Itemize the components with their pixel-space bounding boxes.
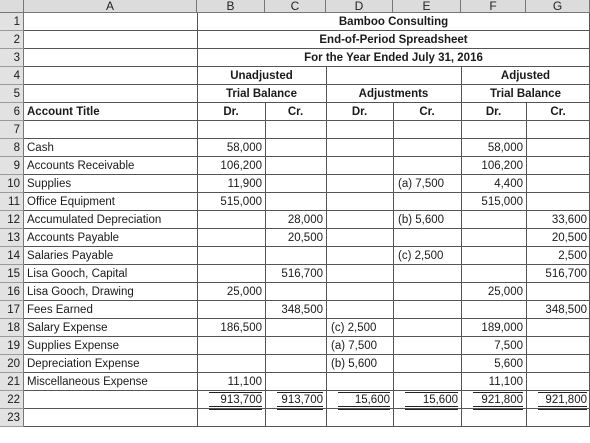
total-cell[interactable]: 15,600: [354, 394, 390, 406]
amount-cell[interactable]: 20,500: [551, 232, 587, 244]
amount-cell[interactable]: 2,500: [558, 250, 587, 262]
row-header-18[interactable]: 18: [0, 319, 24, 337]
amount-cell[interactable]: 20,500: [287, 232, 323, 244]
row-header-12[interactable]: 12: [0, 211, 24, 229]
amount-cell[interactable]: 186,500: [220, 322, 262, 334]
row-header-14[interactable]: 14: [0, 247, 24, 265]
account-title-cell[interactable]: Cash: [27, 142, 54, 154]
amount-cell[interactable]: [393, 319, 461, 337]
row-header-17[interactable]: 17: [0, 301, 24, 319]
amount-cell[interactable]: [265, 247, 326, 265]
account-title-cell[interactable]: Salaries Payable: [27, 250, 114, 262]
column-header-g[interactable]: G: [526, 0, 590, 13]
amount-cell[interactable]: [393, 301, 461, 319]
company-name[interactable]: Bamboo Consulting: [338, 16, 449, 28]
column-dr-heading[interactable]: Dr.: [223, 106, 239, 118]
amount-cell[interactable]: [326, 193, 393, 211]
row-header-13[interactable]: 13: [0, 229, 24, 247]
amount-cell[interactable]: 28,000: [287, 214, 323, 226]
amount-cell[interactable]: [393, 265, 461, 283]
amount-cell[interactable]: 189,000: [481, 322, 523, 334]
amount-cell[interactable]: 516,700: [545, 268, 587, 280]
amount-cell[interactable]: [393, 157, 461, 175]
account-title-cell[interactable]: Lisa Gooch, Drawing: [27, 286, 134, 298]
amount-cell[interactable]: [461, 229, 526, 247]
account-title-cell[interactable]: Lisa Gooch, Capital: [27, 268, 128, 280]
amount-cell[interactable]: (a) 7,500: [398, 178, 445, 190]
amount-cell[interactable]: 106,200: [220, 160, 262, 172]
double-underline: [473, 406, 523, 410]
amount-cell[interactable]: [197, 211, 265, 229]
amount-cell[interactable]: 106,200: [481, 160, 523, 172]
adjusted-trial-balance-heading[interactable]: Trial Balance: [490, 88, 561, 100]
total-cell[interactable]: 15,600: [422, 394, 458, 406]
row-header-15[interactable]: 15: [0, 265, 24, 283]
amount-cell[interactable]: 11,100: [488, 376, 523, 388]
column-cr-heading[interactable]: Cr.: [287, 106, 304, 118]
amount-cell[interactable]: [197, 355, 265, 373]
amount-cell[interactable]: 25,000: [487, 286, 523, 298]
row-header-5[interactable]: 5: [0, 85, 24, 103]
single-underline: [338, 392, 390, 393]
amount-cell[interactable]: (c) 2,500: [398, 250, 444, 262]
amount-cell[interactable]: [265, 283, 326, 301]
double-underline: [538, 406, 587, 410]
row-header-20[interactable]: 20: [0, 355, 24, 373]
account-title-cell[interactable]: Depreciation Expense: [27, 358, 140, 370]
single-underline: [538, 392, 587, 393]
amount-cell[interactable]: 515,000: [481, 196, 523, 208]
single-underline: [277, 392, 323, 393]
row-header-8[interactable]: 8: [0, 139, 24, 157]
amount-cell[interactable]: [326, 157, 393, 175]
amount-cell[interactable]: [526, 337, 590, 355]
amount-cell[interactable]: 11,900: [227, 178, 262, 190]
single-underline: [405, 392, 458, 393]
account-title-heading[interactable]: Account Title: [27, 106, 100, 118]
amount-cell[interactable]: [526, 373, 590, 391]
amount-cell[interactable]: 58,000: [226, 142, 262, 154]
single-underline: [209, 392, 262, 393]
unadjusted-heading[interactable]: Unadjusted: [230, 70, 293, 82]
amount-cell[interactable]: 58,000: [487, 142, 523, 154]
amount-cell[interactable]: 516,700: [281, 268, 323, 280]
amount-cell[interactable]: [526, 157, 590, 175]
column-header-a[interactable]: A: [24, 0, 197, 13]
amount-cell[interactable]: 7,500: [494, 340, 523, 352]
amount-cell[interactable]: [326, 175, 393, 193]
amount-cell[interactable]: [326, 211, 393, 229]
amount-cell[interactable]: [461, 265, 526, 283]
amount-cell[interactable]: [393, 355, 461, 373]
amount-cell[interactable]: [461, 301, 526, 319]
double-underline: [338, 406, 390, 410]
amount-cell[interactable]: [526, 319, 590, 337]
amount-cell[interactable]: (a) 7,500: [331, 340, 378, 352]
column-header-b[interactable]: B: [197, 0, 265, 13]
row-header-23[interactable]: 23: [0, 409, 24, 427]
row-header-6[interactable]: 6: [0, 103, 24, 121]
column-cr-heading[interactable]: Cr.: [419, 106, 435, 118]
amount-cell[interactable]: [265, 373, 326, 391]
account-title-cell[interactable]: Salary Expense: [27, 322, 108, 334]
account-title-cell[interactable]: Fees Earned: [27, 304, 93, 316]
amount-cell[interactable]: (b) 5,600: [331, 358, 378, 370]
amount-cell[interactable]: [265, 139, 326, 157]
single-underline: [473, 392, 523, 393]
column-cr-heading[interactable]: Cr.: [550, 106, 566, 118]
amount-cell[interactable]: [393, 193, 461, 211]
amount-cell[interactable]: 11,100: [227, 376, 262, 388]
amount-cell[interactable]: [326, 301, 393, 319]
amount-cell[interactable]: [326, 139, 393, 157]
amount-cell[interactable]: [197, 337, 265, 355]
amount-cell[interactable]: [526, 283, 590, 301]
account-title-cell[interactable]: Miscellaneous Expense: [27, 376, 148, 388]
amount-cell[interactable]: [326, 283, 393, 301]
column-header-d[interactable]: D: [326, 0, 393, 13]
account-title-cell[interactable]: Supplies Expense: [27, 340, 120, 352]
amount-cell[interactable]: [265, 157, 326, 175]
statement-period[interactable]: For the Year Ended July 31, 2016: [304, 52, 483, 64]
row-header-10[interactable]: 10: [0, 175, 24, 193]
amount-cell[interactable]: 4,400: [494, 178, 523, 190]
adjusted-heading[interactable]: Adjusted: [500, 70, 551, 82]
trial-balance-heading[interactable]: Trial Balance: [226, 88, 297, 100]
row-header-11[interactable]: 11: [0, 193, 24, 211]
row-header-1[interactable]: 1: [0, 13, 24, 31]
account-title-cell[interactable]: Accumulated Depreciation: [27, 214, 162, 226]
amount-cell[interactable]: (b) 5,600: [398, 214, 445, 226]
row-header-9[interactable]: 9: [0, 157, 24, 175]
total-cell[interactable]: 921,800: [545, 394, 587, 406]
row-header-19[interactable]: 19: [0, 337, 24, 355]
row-header-3[interactable]: 3: [0, 49, 24, 67]
amount-cell[interactable]: [461, 211, 526, 229]
account-title-cell[interactable]: Supplies: [27, 178, 72, 190]
amount-cell[interactable]: [265, 319, 326, 337]
row-header-7[interactable]: 7: [0, 121, 24, 139]
amount-cell[interactable]: 5,600: [494, 358, 523, 370]
account-title-cell[interactable]: Accounts Receivable: [27, 160, 135, 172]
amount-cell[interactable]: [526, 193, 590, 211]
double-underline: [405, 406, 458, 410]
column-header-e[interactable]: E: [393, 0, 461, 13]
amount-cell[interactable]: 25,000: [226, 286, 262, 298]
row-header-16[interactable]: 16: [0, 283, 24, 301]
column-dr-heading[interactable]: Dr.: [351, 106, 368, 118]
amount-cell[interactable]: 515,000: [220, 196, 262, 208]
row-header-21[interactable]: 21: [0, 373, 24, 391]
amount-cell[interactable]: [326, 229, 393, 247]
account-title-cell[interactable]: Office Equipment: [27, 196, 116, 208]
amount-cell[interactable]: (c) 2,500: [331, 322, 377, 334]
amount-cell[interactable]: [393, 337, 461, 355]
amount-cell[interactable]: [393, 139, 461, 157]
row-header-4[interactable]: 4: [0, 67, 24, 85]
amount-cell[interactable]: [265, 337, 326, 355]
amount-cell[interactable]: [197, 229, 265, 247]
column-header-c[interactable]: C: [265, 0, 326, 13]
amount-cell[interactable]: [326, 247, 393, 265]
amount-cell[interactable]: [326, 265, 393, 283]
amount-cell[interactable]: [326, 373, 393, 391]
grid-line: [24, 426, 590, 427]
total-cell[interactable]: 913,700: [281, 394, 323, 406]
amount-cell[interactable]: [197, 265, 265, 283]
amount-cell[interactable]: [197, 301, 265, 319]
column-dr-heading[interactable]: Dr.: [485, 106, 502, 118]
amount-cell[interactable]: [526, 139, 590, 157]
amount-cell[interactable]: [393, 229, 461, 247]
adjustments-heading[interactable]: Adjustments: [358, 88, 429, 100]
amount-cell[interactable]: [393, 283, 461, 301]
amount-cell[interactable]: [197, 247, 265, 265]
statement-name[interactable]: End-of-Period Spreadsheet: [319, 34, 468, 46]
column-header-f[interactable]: F: [461, 0, 526, 13]
total-cell[interactable]: 913,700: [220, 394, 262, 406]
amount-cell[interactable]: [265, 355, 326, 373]
amount-cell[interactable]: [526, 355, 590, 373]
account-title-cell[interactable]: Accounts Payable: [27, 232, 120, 244]
row-header-2[interactable]: 2: [0, 31, 24, 49]
amount-cell[interactable]: 33,600: [551, 214, 587, 226]
select-all-corner[interactable]: [0, 0, 24, 13]
row-header-22[interactable]: 22: [0, 391, 24, 409]
amount-cell[interactable]: [265, 193, 326, 211]
double-underline: [277, 406, 323, 410]
double-underline: [209, 406, 262, 410]
amount-cell[interactable]: [265, 175, 326, 193]
total-cell[interactable]: 921,800: [481, 394, 523, 406]
amount-cell[interactable]: [461, 247, 526, 265]
amount-cell[interactable]: 348,500: [281, 304, 323, 316]
amount-cell[interactable]: [526, 175, 590, 193]
amount-cell[interactable]: 348,500: [545, 304, 587, 316]
amount-cell[interactable]: [393, 373, 461, 391]
